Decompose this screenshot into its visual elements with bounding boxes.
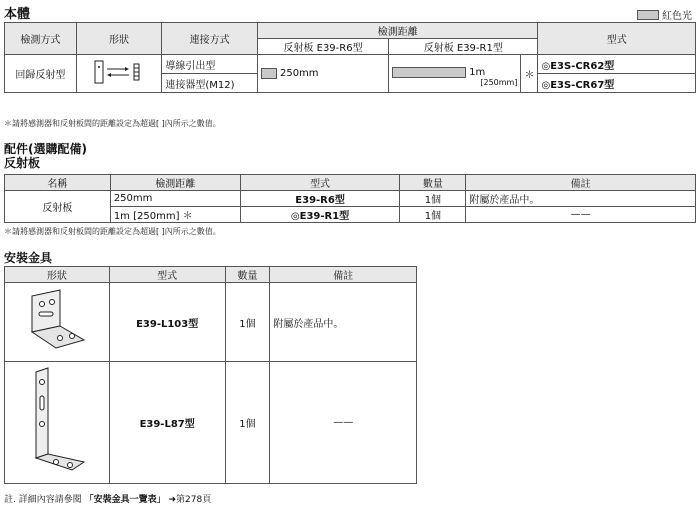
method-value: 回歸反射型: [5, 55, 77, 93]
mnt-header-shape: 形狀: [5, 267, 110, 283]
header-reflector-r1: 反射板 E39-R1型: [389, 39, 538, 55]
mnt-header-qty: 數量: [225, 267, 270, 283]
section-title-mounting: 安裝金具: [4, 251, 53, 265]
acc-model-1: E39-R6型: [240, 191, 400, 207]
connection-connector: 連接器型(M12): [162, 74, 258, 93]
acc-model-2: ◎E39-R1型: [240, 207, 400, 223]
legend-swatch: [637, 10, 659, 20]
r1-star: ＊: [521, 55, 538, 93]
acc-remarks-2: ——: [466, 207, 696, 223]
mnt-model-1: E39-L103型: [109, 283, 225, 362]
bracket-l103-icon: [22, 288, 92, 354]
header-method: 檢測方式: [5, 23, 77, 55]
acc-qty-1: 1個: [400, 191, 466, 207]
acc-header-distance: 檢測距離: [110, 175, 240, 191]
mnt-qty-2: 1個: [225, 362, 270, 484]
mnt-header-remarks: 備註: [270, 267, 417, 283]
r6-distance-cell: [257, 55, 388, 93]
r1-distance-bracket: [250mm]: [480, 78, 518, 87]
acc-name: 反射板: [5, 191, 111, 223]
legend-label: 紅色光: [662, 11, 692, 22]
main-spec-table: [4, 22, 696, 93]
bracket-l87-shape: [5, 362, 110, 484]
acc-distance-1: 250mm: [110, 191, 240, 207]
mnt-model-2: E39-L87型: [109, 362, 225, 484]
mnt-header-model: 型式: [109, 267, 225, 283]
model-cr62: ◎E3S-CR62型: [538, 55, 696, 74]
model-cr67: ◎E3S-CR67型: [538, 74, 696, 93]
r1-distance-cell: [389, 55, 521, 93]
acc-header-remarks: 備註: [466, 175, 696, 191]
acc-header-model: 型式: [240, 175, 400, 191]
accessories-note: ＊請將感測器和反射板間的距離設定為超過[ ]內所示之數值。: [4, 227, 221, 236]
sensor-icon: [89, 58, 149, 86]
acc-qty-2: 1個: [400, 207, 466, 223]
header-reflector-r6: 反射板 E39-R6型: [257, 39, 388, 55]
r1-distance: 1m: [469, 67, 486, 78]
bracket-l103-shape: [5, 283, 110, 362]
header-connection: 連接方式: [162, 23, 258, 55]
acc-header-name: 名稱: [5, 175, 111, 191]
connection-lead: 導線引出型: [162, 55, 258, 74]
r6-distance: 250mm: [279, 68, 319, 79]
mnt-remarks-2: ——: [270, 362, 417, 484]
header-shape: 形狀: [76, 23, 162, 55]
mnt-qty-1: 1個: [225, 283, 270, 362]
main-note: ＊請將感測器和反射板間的距離設定為超過[ ]內所示之數值。: [4, 119, 221, 128]
acc-header-qty: 數量: [400, 175, 466, 191]
r6-range-bar: [261, 68, 277, 79]
footer-prefix: 註. 詳細內容請參閱: [4, 495, 82, 505]
r1-range-bar: [392, 67, 466, 78]
mounting-table: [4, 266, 417, 484]
accessories-table: [4, 174, 696, 223]
bracket-l87-icon: [22, 366, 92, 476]
mnt-remarks-1: 附屬於產品中。: [270, 283, 417, 362]
acc-distance-2: 1m [250mm] ＊: [110, 207, 240, 223]
section-title-main: 本體: [4, 7, 31, 22]
sensor-shape: [76, 55, 162, 93]
acc-remarks-1: 附屬於產品中。: [466, 191, 696, 207]
header-distance: 檢測距離: [257, 23, 538, 39]
section-title-accessories: 配件(選購配備): [4, 142, 87, 156]
footer-link[interactable]: 「安裝金具一覽表」: [84, 495, 166, 505]
footer-note: [4, 492, 211, 505]
legend: [637, 7, 692, 22]
section-subtitle-reflector: 反射板: [4, 156, 41, 170]
footer-suffix: ➜第278頁: [168, 495, 212, 505]
header-model: 型式: [538, 23, 696, 55]
